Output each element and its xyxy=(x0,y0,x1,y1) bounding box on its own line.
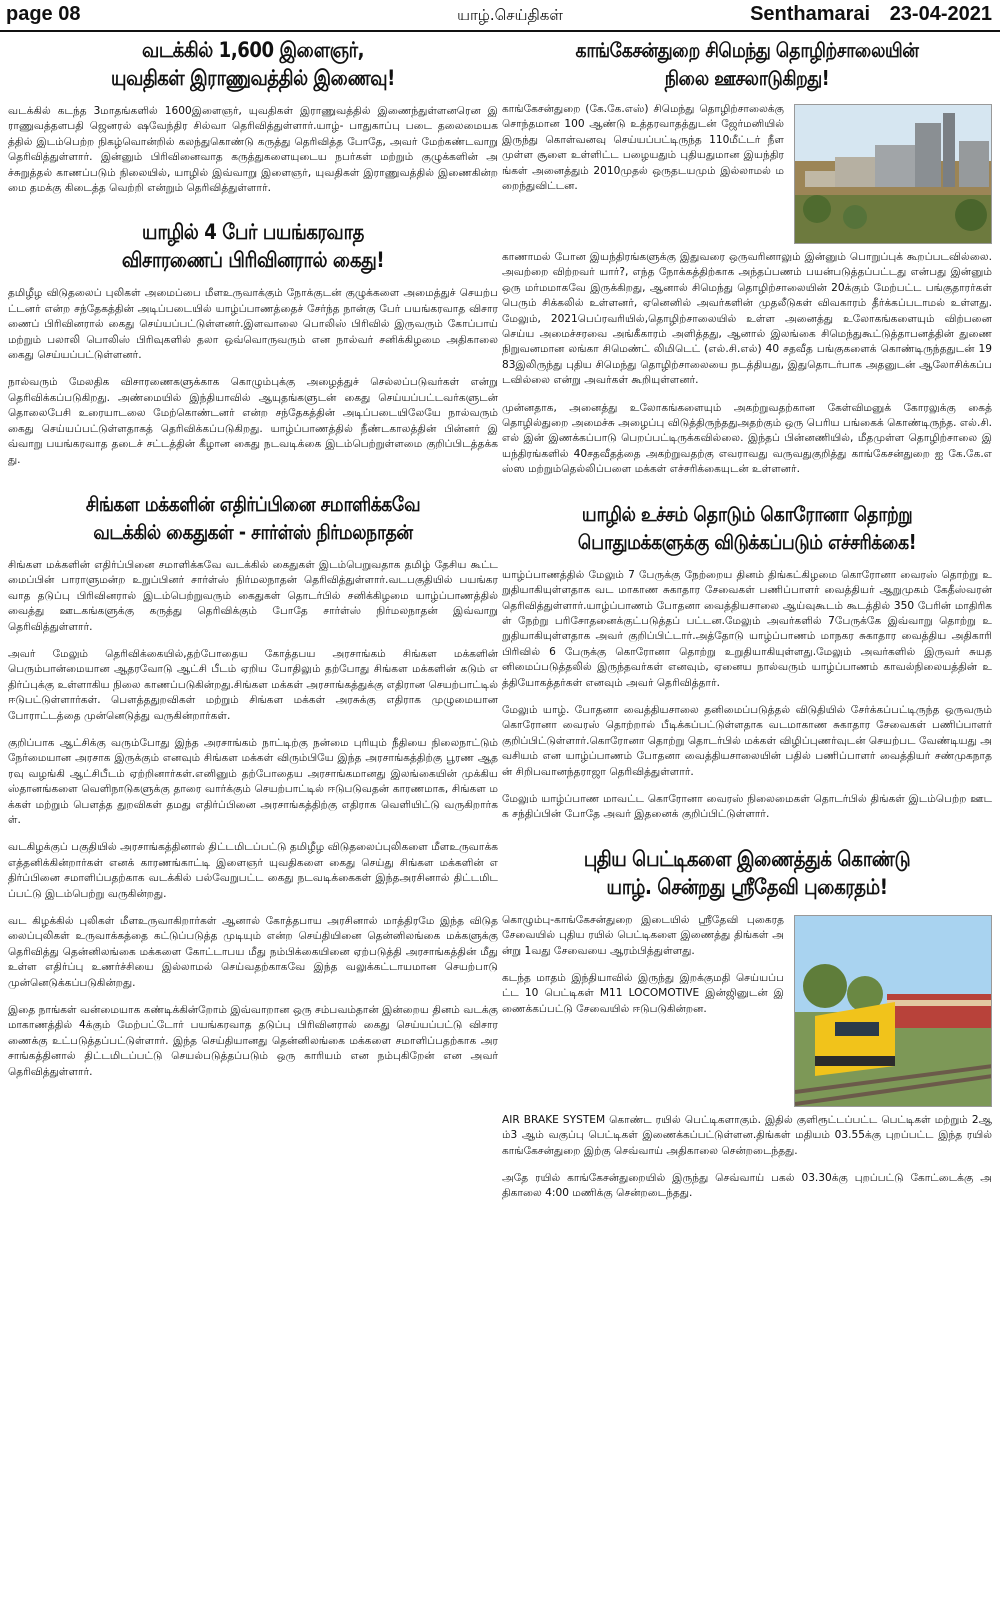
headline-line: சிங்கள மக்களின் எதிர்ப்பினை சமாளிக்கவே xyxy=(85,491,421,516)
article-paragraph: இதை நாங்கள் வன்மையாக கண்டிக்கின்றோம் இவ்வாறான ஒரு சம்பவம்தான் இன்றைய தினம் வடக்கு மாகாணத்தில் 4க்கும் மேற்பட்டோர் பயங்கரவாத தடுப்பு பிரிவினரால் கைது செய்யப்பட்டு விசாரணைக்கு உட்படுத்தப்பட்டுள்ளார். இந்த செய்தியானது தென்னிலங்கை மக்களை சமாளிப்பதற்காக அரசாங்கத்தினால் திட்டமிடப்பட்டு செயல்படுத்தப்படும் ஒரு காரியம் என நம்புகிறேன் என அவர் தெரிவித்துள்ளார். xyxy=(8,1004,498,1078)
headline-four-arrested xyxy=(42,218,463,274)
masthead-rule xyxy=(0,30,1000,32)
headline-sinhala-opposition xyxy=(42,490,463,546)
headline-line: யாழில் உச்சம் தொடும் கொரோனா தொற்று xyxy=(581,501,913,526)
headline-youth-army xyxy=(42,36,463,92)
article-paragraph: தமிழீழ விடுதலைப் புலிகள் அமைப்பை மீளஉருவாக்கும் நோக்குடன் குழுக்களை அமைத்துச் செயற்பட்டனர் என்ற சந்தேகத்தின் அடிப்படையில் யாழ்ப்பாணத்தைச் சேர்ந்த நான்கு பேர் பயங்கரவாத விசாரணைப் பிரிவினரால் கைது செய்யப்பட்டுள்ளனர்.இளவாலை பொலிஸ் பிரிவில் இருவரும் கோப்பாய் மற்றும் பலாலி பொலிஸ் பிரிவுகளில் தலா ஒவ்வொருவரும் என நால்வர் சனிக்கிழமை அதிகாலை கைது செய்யப்பட்டுள்ளனர். xyxy=(8,287,498,362)
headline-sridevi-train xyxy=(536,845,957,901)
article-paragraph: யாழ்ப்பாணத்தில் மேலும் 7 பேருக்கு நேற்றைய தினம் திங்கட்கிழமை கொரோனா வைரஸ் தொற்று உறுதியாகியுள்ளதாக வட மாகாண சுகாதார சேவைகள் பணிப்பாளர் வைத்தியர் ஆறுமுகம் கேதீஸ்வரன் தெரிவித்துள்ளார்.யாழ்ப்பாணம் போதனா வைத்தியசாலை ஆய்வுகூடம் கூடத்தில் 350 பேரின் மாதிரிகள் நேற்று பரிசோதனைக்குட்படுத்தப் பட்டன.மேலும் அவர்களில் 7பேருக்கே இவ்வாறு தொற்று உறுதியாகியுள்ளதாக அவர் குறிப்பிட்டார்.அத்தோடு யாழ்ப்பாணம் மாநகர சுகாதார வைத்திய அதிகாரி பிரிவில் 6 பேருக்கு கொரோனா தொற்று உறுதியாகியுள்ளது.மேலும் அவர்களில் இருவர் சுயதனிமைப்படுத்தலில் இருந்தவர்கள் எனவும், ஏனைய நால்வரும் யாழ்ப்பாணம் காவல்நிலையத்தின் உத்தியோகத்தர்கள் எனவும் அவர் தெரிவித்தார். xyxy=(502,568,992,689)
train-illustration xyxy=(795,916,992,1107)
article-paragraph: அதே ரயில் காங்கேசன்துறையில் இருந்து செவ்வாய் பகல் 03.30க்கு புறப்பட்டு கோட்டைக்கு அதிகாலை 4:00 மணிக்கு சென்றடைந்தது. xyxy=(502,1172,992,1200)
figure-block xyxy=(502,102,992,250)
factory-illustration xyxy=(795,105,992,244)
headline-line: யுவதிகள் இராணுவத்தில் இணைவு! xyxy=(111,66,395,90)
article-paragraph: அவர் மேலும் தெரிவிக்கையில்,தற்போதைய கோத்தபய அரசாங்கம் சிங்கள மக்களின் பெரும்பான்மையான ஆதரவோடு ஆட்சி பீடம் ஏறிய போதிலும் தற்போது சிங்கள மக்களின் கடும் எதிர்ப்புக்கு உள்ளாகிய நிலை காணப்படுகின்றது.சிங்கள மக்கள் அரசாங்கத்துக்கு எதிரான செயற்பாட்டில் ஈடுபட்டுள்ளார்கள். பௌத்ததுறவிகள் மற்றும் சிங்கள மக்கள் அரசுக்கு எதிராக முழுமையான போராட்டத்தை முன்னெடுத்து வருகின்றார்கள். xyxy=(8,647,498,722)
article-paragraph: கொழும்பு-காங்கேசன்துறை இடையில் ஸ்ரீதேவி புகைரதசேவையில் புதிய ரயில் பெட்டிகளை இணைத்து திங்கள் அன்று 1வது சேவையை ஆரம்பித்துள்ளது. xyxy=(502,913,784,957)
headline-line: யாழில் 4 பேர் பயங்கரவாத xyxy=(141,220,365,245)
article-paragraph: மேலும் யாழ். போதனா வைத்தியசாலை தனிமைப்படுத்தல் விடுதியில் சேர்க்கப்பட்டிருந்த ஒருவரும் கொரோனா வைரஸ் தொற்றால் பீடிக்கப்பட்டுள்ளதாக வடமாகாண சுகாதார சேவைகள் பணிப்பாளர் குறிப்பிட்டுள்ளார்.கொரோனா தொற்று தொடர்பில் மக்கள் விழிப்புணர்வுடன் செயற்பட வேண்டியது அவசியம் என யாழ்ப்பாணம் போதனா வைத்தியசாலையின் பதில் பணிப்பாளர் வைத்தியர் சண்முகநாதன் சிறிபவானந்தராஜா தெரிவித்துள்ளார். xyxy=(502,703,992,778)
figure-block xyxy=(502,913,992,1113)
publisher-date xyxy=(750,3,992,26)
article-paragraph: AIR BRAKE SYSTEM கொண்ட ரயில் பெட்டிகளாகும். இதில் குளிரூட்டப்பட்ட பெட்டிகள் மற்றும் 2ஆம்3 ஆம் வகுப்பு பெட்டிகள் இணைக்கப்பட்டுள்ளன.திங்கள் மதியம் 03.55க்கு புறப்பட்ட இந்த ரயில் காங்கேசன்துறை இற்கு செவ்வாய் அதிகாலை சென்றடைந்தது. xyxy=(502,1113,992,1157)
headline-line: யாழ். சென்றது ஸ்ரீதேவி புகைரதம்! xyxy=(606,874,888,899)
headline-line: விசாரணைப் பிரிவினரால் கைது! xyxy=(121,248,385,273)
article-sridevi-train xyxy=(502,845,992,1202)
article-corona-jaffna xyxy=(502,500,992,823)
article-paragraph: காங்கேசன்துறை (கே.கே.எஸ்) சிமெந்து தொழிற்சாலைக்கு சொந்தமான 100 ஆண்டு உத்தரவாதத்துடன் ஜேர்மனியில் இருந்து கொள்வனவு செய்யப்பட்டிருந்த 110மீட்டர் நீளமுள்ள சூளை உள்ளிட்ட பழையதும் புதியதுமான இயந்திரங்கள் அனைத்தும் 2010முதல் ஒருதடயமும் இல்லாமல் மறைந்துவிட்டன. xyxy=(502,103,784,193)
article-youth-army xyxy=(8,36,498,196)
page-number: page 08 xyxy=(6,3,81,25)
headline-line: பொதுமக்களுக்கு விடுக்கப்படும் எச்சரிக்கை! xyxy=(577,529,917,554)
article-paragraph: சிங்கள மக்களின் எதிர்ப்பினை சமாளிக்கவே வடக்கில் கைதுகள் இடம்பெறுவதாக தமிழ் தேசிய கூட்டமைப்பின் பாராளுமன்ற உறுப்பினர் சார்ள்ஸ் நிர்மலநாதன் தெரிவித்துள்ளார்.வடபகுதியில் பயங்கரவாத தடுப்பு பிரிவினரால் இடம்பெற்றுவரும் கைதுகள் தொடர்பில் சனிக்கிழமை யாழ்ப்பாணத்தில் வைத்து ஊடகங்களுக்கு கருத்து தெரிவிக்கும் போதே சார்ள்ஸ் நிர்மலநாதன் இவ்வாறு தெரிவித்துள்ளார். xyxy=(8,558,498,633)
headline-corona-jaffna xyxy=(536,500,957,556)
article-paragraph: வடக்கில் கடந்த 3மாதங்களில் 1600இளைஞர், யுவதிகள் இராணுவத்தில் இணைந்துள்ளனரென இராணுவத்தளபதி ஜெனரல் ஷவேந்திர சில்வா தெரிவித்துள்ளார்.யாழ்- பாதுகாப்பு படை தலைமையகத்தில் இடம்பெற்ற நிகழ்வொன்றில் கலந்துகொண்டு கருத்து தெரிவித்த போதே, அவர் மேற்கண்டவாறு தெரிவித்துள்ளார். இன்னும் பிரிவினைவாத கருத்துகளையுடைய நபர்கள் மற்றும் குழுக்களின் அச்சுறுத்தல் காணப்படும் நிலையில், யாழில் இவ்வாறு இளைஞர், யுவதிகள் இராணுவத்தில் இணைகின்றமை தமக்கு கிடைத்த வெற்றி என்றும் தெரிவித்துள்ளார். xyxy=(8,105,498,195)
article-paragraph: குறிப்பாக ஆட்சிக்கு வரும்போது இந்த அரசாங்கம் நாட்டிற்கு நன்மை புரியும் நீதியை நிலைநாட்டும் நேர்மையான அரசாக இருக்கும் எனவும் சிங்கள மக்கள் விரும்பியே இந்த அரசாங்கத்திற்கு பூரண ஆதரவு வழங்கி ஆட்சிபீடம் ஏற்றினார்கள்.எனினும் தற்போதைய அரசாங்கமானது இலங்கையின் முக்கிய ஸ்தானங்களை வெளிநாடுகளுக்கு தாரை வார்க்கும் செயற்பாட்டில் ஈடுபடுவதன் காரணமாக, சிங்கள மக்கள் மற்றும் பௌத்த துறவிகள் தமது எதிர்ப்பினை அரசாங்கத்திற்கு எதிராக வெளியிட்டு வருகிறார்கள். xyxy=(8,736,498,826)
headline-line: வடக்கில் கைதுகள் - சார்ள்ஸ் நிர்மலநாதன் xyxy=(93,519,413,544)
headline-line: வடக்கில் 1,600 இளைஞர், xyxy=(141,38,365,62)
publisher-name: Senthamarai xyxy=(750,3,871,25)
article-paragraph: மேலும் யாழ்ப்பாண மாவட்ட கொரோனா வைரஸ் நிலைமைகள் தொடர்பில் திங்கள் இடம்பெற்ற ஊடக சந்திப்பின் போதே அவர் இதனைக் குறிப்பிட்டுள்ளார். xyxy=(502,792,992,821)
article-cement-factory xyxy=(502,36,992,478)
train-photo xyxy=(794,915,992,1107)
article-paragraph: முன்னதாக, அனைத்து உலோகங்களையும் அகற்றுவதற்கான கேள்விமனுக் கோரலுக்கு கைத் தொழில்துறை அமைச்சு அழைப்பு விடுத்திருந்ததுஅதற்கும் ஒரு பெரிய பங்கைக் கொண்டிருந்த. எல்.சி.எல் இன் இணக்கப்பாடு பெறப்பட்டிருக்கவில்லை. இந்தப் பின்னணியில், மீதமுள்ள தொழிற்சாலை இயந்திரங்களில் 40சதவீதத்தை அகற்றுவதற்கு எவராவது வருவதுகுறித்து காங்கேசன்துறை ஐ கே.கே.எஸ்ஸ மற்றும்தெல்லிப்பளை மக்கள் எச்சரிக்கையுடன் உள்ளனர். xyxy=(502,401,992,476)
left-column xyxy=(8,36,498,1092)
article-four-arrested xyxy=(8,218,498,467)
article-paragraph: வட கிழக்கில் புலிகள் மீளஉருவாகிறார்கள் ஆனால் கோத்தபாய அரசினால் மாத்திரமே இந்த விடுதலைப்புலிகள் உருவாக்கத்தை கட்டுப்படுத்த முடியும் என்ற செய்தியினை தென்னிலங்கை மக்களுக்கு தெரிவித்து தென்னிலங்கை மக்களை கோட்டாபய மீது நம்பிக்கையினை ஏற்படுத்தி அரசாங்கத்தின் மீது உள்ள எதிர்ப்பு உணர்ச்சியை இல்லாமல் செய்வதற்காகவே இந்த வலுக்கட்டாயமான செயற்பாடு முன்னெடுக்கப்படுகின்றது. xyxy=(8,915,498,989)
headline-line: காங்கேசன்துறை சிமெந்து தொழிற்சாலையின் xyxy=(575,38,919,62)
right-column xyxy=(502,36,992,1214)
masthead xyxy=(0,0,1000,30)
paper-name: யாழ்.செய்திகள் xyxy=(457,6,563,24)
article-paragraph: கடந்த மாதம் இந்தியாவில் இருந்து இறக்குமதி செய்யப்பட்ட 10 பெட்டிகள் M11 LOCOMOTIVE இன்ஜினுடன் இணைக்கப்பட்டு சேவையில் ஈடுபடுகின்றன. xyxy=(502,972,784,1015)
article-paragraph: நால்வரும் மேலதிக விசாரணைகளுக்காக கொழும்புக்கு அழைத்துச் செல்லப்படுவர்கள் என்று தெரிவிக்கப்படுகிறது. அண்மையில் இந்தியாவில் ஆயுதங்களுடன் கைது செய்யப்பட்டவர்களுடன் தொலைபேசி உரையாடலை மேற்கொண்டனர் என்ற சந்தேகத்தின் அடிப்படையிலேயே நால்வரும் கைது செய்யப்பட்டுள்ளதாகத் தெரிவிக்கப்படுகிறது. யாழ்ப்பாணத்தில் நீண்டகாலத்தின் பின்னர் இவ்வாறு பயங்கரவாத தடைச் சட்டத்தின் கீழான கைது நடவடிக்கை இடம்பெற்றுள்ளமை குறிப்பிடத்தக்கது. xyxy=(8,376,498,466)
headline-cement-factory xyxy=(536,36,957,92)
article-paragraph: வடகிழக்குப் பகுதியில் அரசாங்கத்தினால் திட்டமிடப்பட்டு தமிழீழ விடுதலைப்புலிகளை மீளஉருவாக்க எத்தனிக்கின்றார்கள் எனக் காரணங்காட்டி இளைஞர் யுவதிகளை கைது செய்து சிங்கள மக்களின் எதிர்ப்பினை சமாளிப்பதற்காக வடக்கில் பல்வேறுபட்ட கைது நடவடிக்கைகள் இந்தஅரசினால் திட்டமிடப்பட்டு இடம்பெற்று வருகின்றது. xyxy=(8,841,498,900)
article-paragraph: காணாமல் போன இயந்திரங்களுக்கு இதுவரை ஒருவரினாலும் இன்னும் பொறுப்புக் கூறப்படவில்லை.அவற்றை விற்றவர் யார்?, எந்த நோக்கத்திற்காக அந்தப்பணம் பயன்படுத்தப்பட்டது என்பது இன்னும் ஒரு மர்மமாகவே இருக்கிறது, ஆனால் சிமெந்து தொழிற்சாலையின் 20க்கும் மேற்பட்ட பங்குதாரர்கள் பெரும் சிக்கலில் உள்ளனர், ஏனெனில் அவர்களின் முதலீடுகள் விவகாரம் தீர்க்கப்படாமல் உள்ளது.மேலும், 2021பெப்ரவரியில்,தொழிற்சாலையில் உள்ள அனைத்து உலோகங்களையும் விற்பனை செய்ய அமைச்சரவை அங்கீகாரம் அளித்தது, ஆனால் இலங்கை சிமெந்துகூட்டுத்தாபனத்தின் துணை நிறுவனமான லங்கா சிமெண்ட் லிமிடெட் (எல்.சி.எல்) 40 சதவீத பங்குகளைக் கொண்டிருந்ததுடன் 1983இலிருந்து புதிய சிமெந்து தொழிற்சாலையை நடத்தியது, இதுதொடர்பாக அதனுடன் ஆலோசிக்கப்படவில்லை என்று அவர்கள் கூறியுள்ளனர். xyxy=(502,251,992,387)
headline-line: நிலை ஊசலாடுகிறது! xyxy=(664,66,830,90)
issue-date: 23-04-2021 xyxy=(889,3,992,25)
article-sinhala-opposition xyxy=(8,490,498,1080)
cement-factory-photo xyxy=(794,104,992,244)
headline-line: புதிய பெட்டிகளை இணைத்துக் கொண்டு xyxy=(583,846,911,871)
